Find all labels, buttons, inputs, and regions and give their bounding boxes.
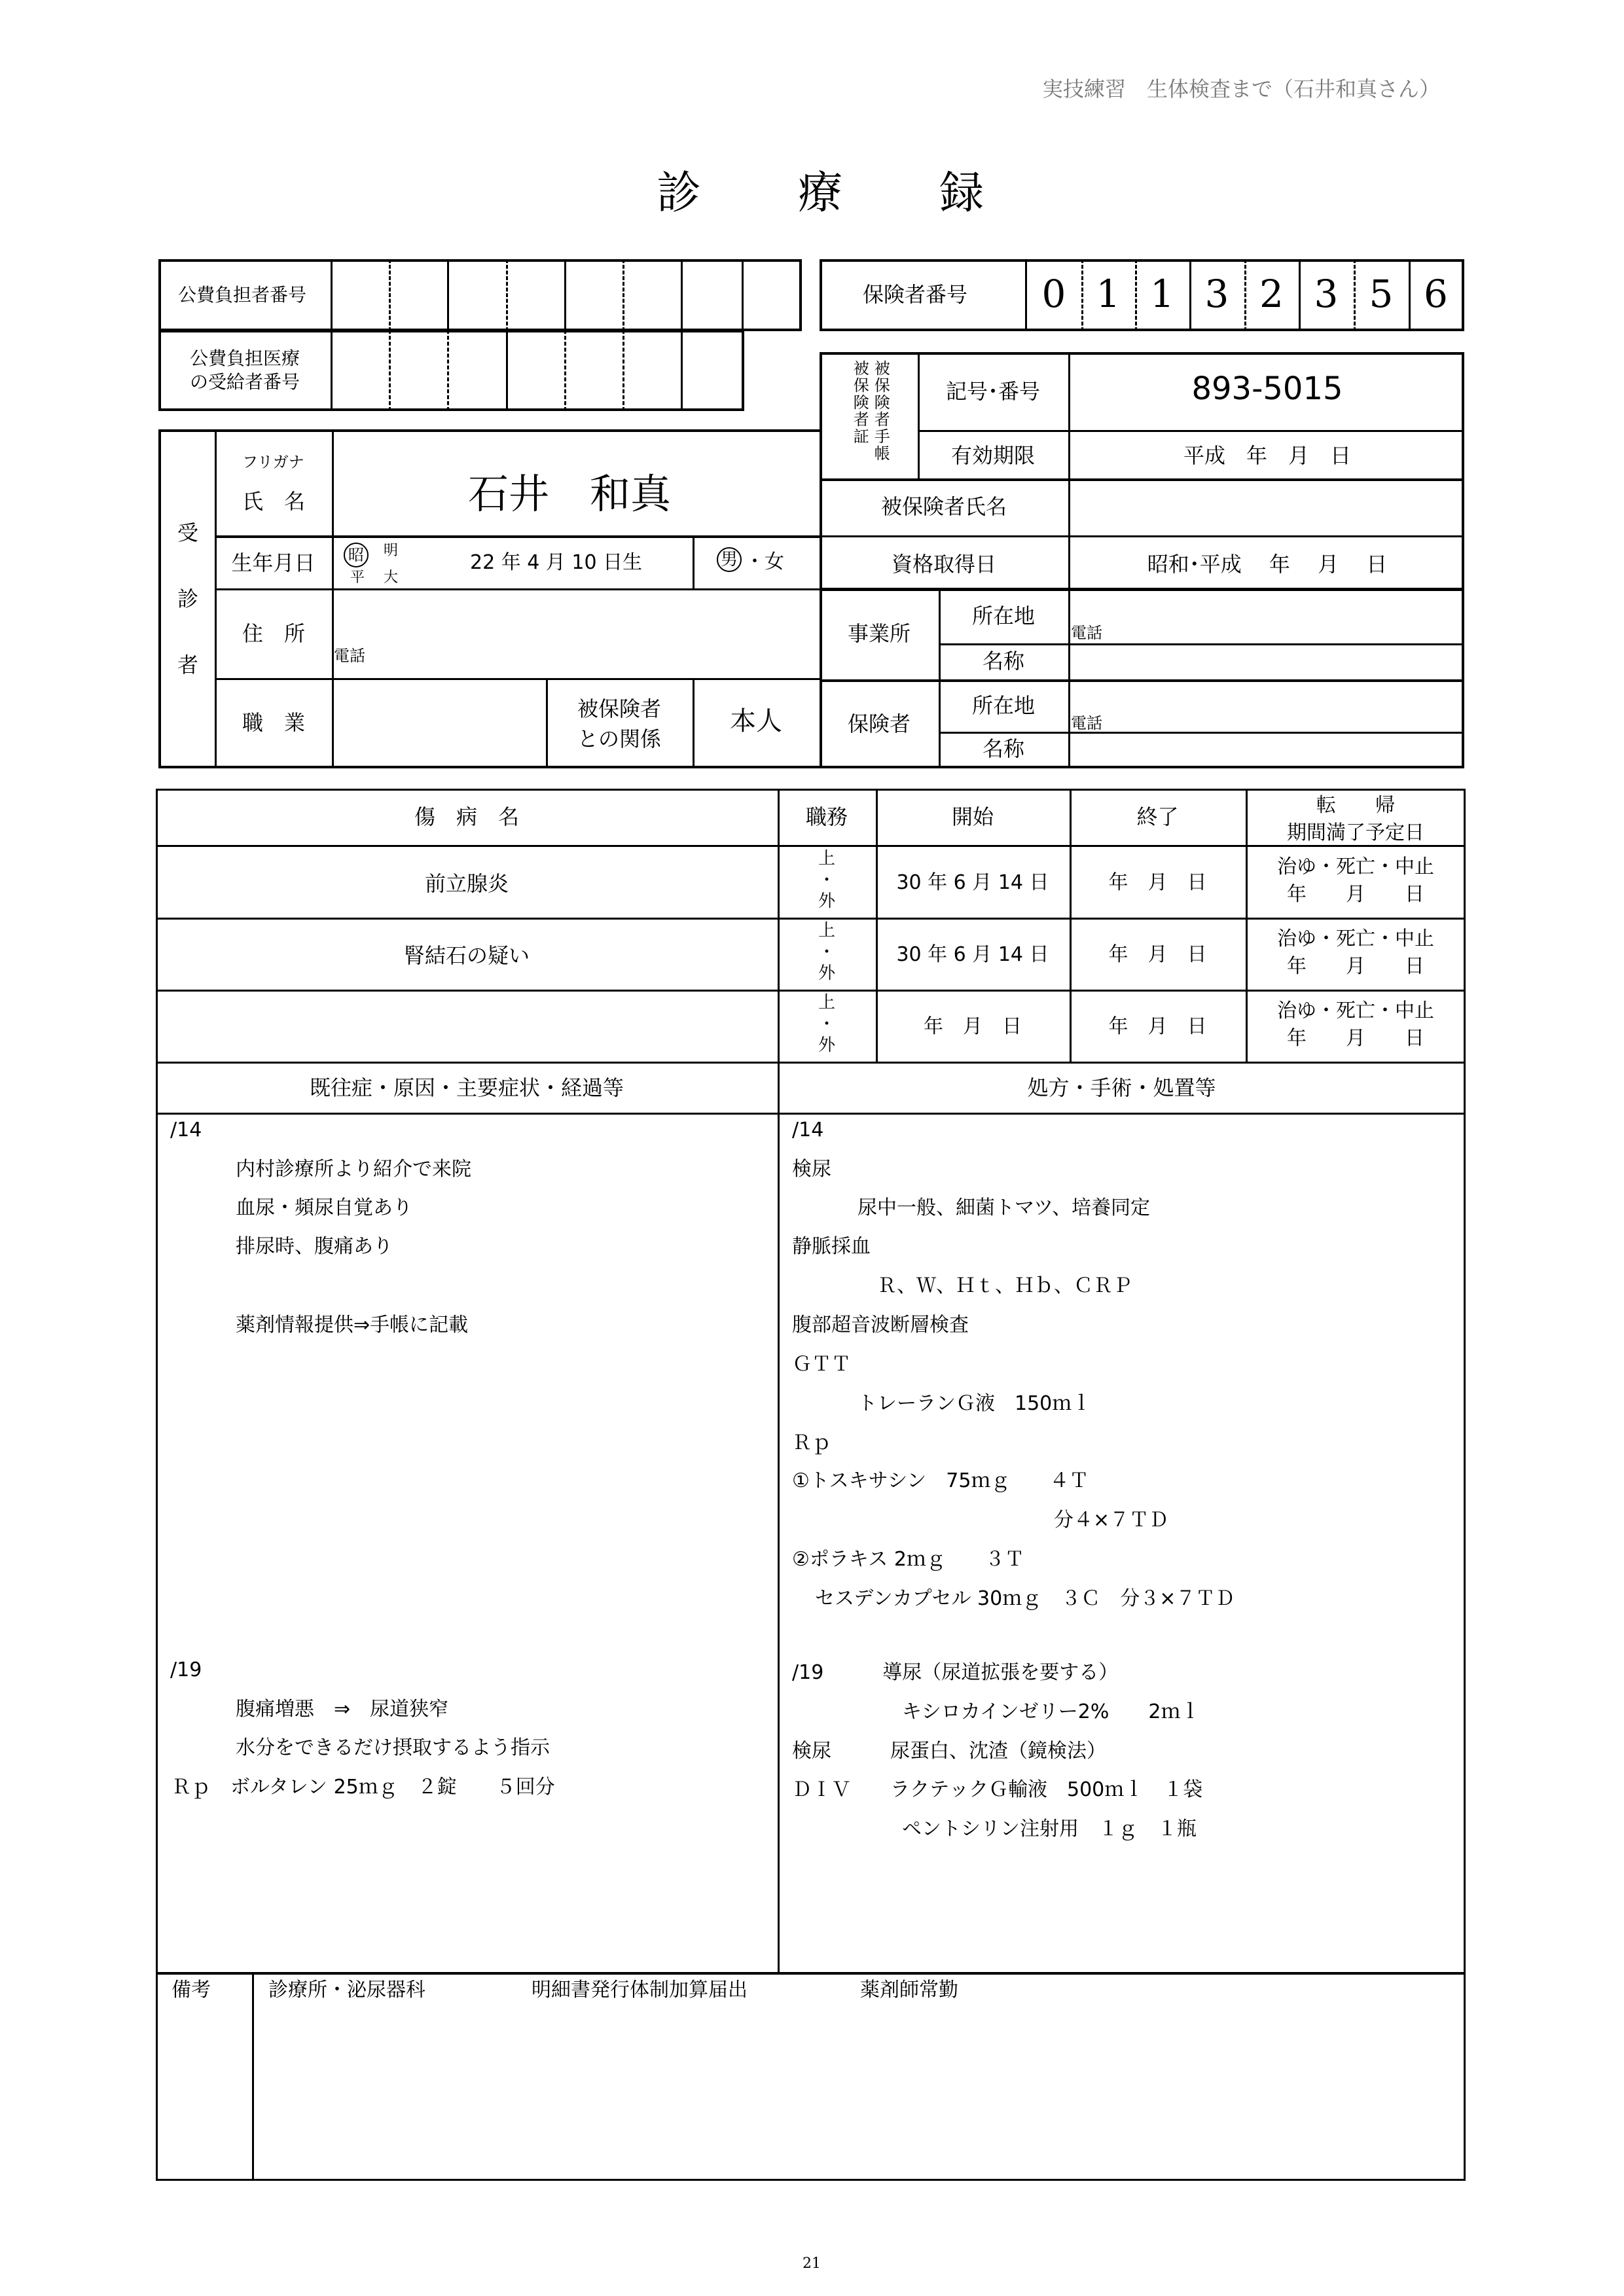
right-line: 分４×７ＴＤ: [1054, 1509, 1169, 1532]
symbol-value: 893-5015: [1191, 370, 1343, 407]
disease-row-3-duty: 上 ・ 外: [818, 993, 835, 1055]
right-line: ②ポラキス 2ｍｇ ３Ｔ: [792, 1548, 1024, 1571]
office-tel-label: 電話: [1071, 624, 1102, 642]
disease-row-1-start: 30 年 6 月 14 日: [896, 871, 1049, 894]
right-line: ＤＩＶ ラクテックＧ輸液 500ｍｌ １袋: [792, 1778, 1203, 1801]
insured-name-label: 被保険者氏名: [880, 494, 1007, 519]
disease-header-duty: 職務: [805, 804, 848, 829]
address-label: 住 所: [242, 621, 306, 646]
disease-row-1-end: 年 月 日: [1108, 871, 1207, 894]
job-label: 職 業: [242, 710, 306, 735]
era-heisei: 平: [350, 569, 365, 586]
insurer-digit: 0: [1041, 272, 1066, 316]
records-left-header: 既往症・原因・主要症状・経過等: [309, 1075, 624, 1100]
era-taisho: 大: [384, 569, 399, 586]
right-line: /19 導尿（尿道拡張を要する）: [792, 1661, 1119, 1684]
era-meiji: 明: [384, 543, 399, 559]
era-showa-circled: 昭: [344, 543, 369, 567]
disease-row-2-start: 30 年 6 月 14 日: [896, 943, 1049, 966]
disease-row-2-end: 年 月 日: [1108, 943, 1207, 966]
page-title: 診 療 録: [657, 168, 987, 219]
office-insurer-block: [820, 588, 1464, 768]
right-line: Ｒｐ: [792, 1431, 831, 1454]
right-line: 腹部超音波断層検査: [792, 1314, 969, 1336]
disease-row-3-end: 年 月 日: [1108, 1015, 1207, 1038]
left-line: /19: [170, 1659, 202, 1681]
gender-female: ・女: [745, 550, 784, 573]
right-line: 検尿 尿蛋白、沈渣（鏡検法）: [792, 1740, 1106, 1763]
header-note: 実技練習 生体検査まで（石井和真さん）: [1042, 77, 1441, 101]
insurer-digit: 6: [1424, 272, 1448, 316]
patient-side-label-2: 診: [177, 586, 199, 611]
insurer-tel-label: 電話: [1071, 714, 1102, 732]
dob-label: 生年月日: [231, 550, 316, 575]
insurer-location-label: 所在地: [971, 693, 1035, 718]
right-line: セスデンカプセル 30ｍｇ ３Ｃ 分３×７ＴＤ: [815, 1587, 1235, 1610]
public-recipient-label: 公費負担医療 の受給者番号: [189, 348, 300, 393]
right-line: ①トスキサシン 75ｍｇ ４Ｔ: [792, 1469, 1089, 1492]
disease-row-3-outcome: 治ゆ・死亡・中止 年 月 日: [1277, 999, 1434, 1050]
relation-label: 被保険者 との関係: [577, 696, 661, 752]
disease-header-name: 傷 病 名: [414, 804, 519, 829]
left-line: 水分をできるだけ摂取するよう指示: [236, 1736, 550, 1759]
gender-male-circled: 男: [717, 547, 742, 572]
symbol-label: 記号･番号: [945, 379, 1040, 404]
left-line: 薬剤情報提供⇒手帳に記載: [236, 1314, 469, 1336]
right-line: /14: [792, 1119, 824, 1141]
right-line: トレーランＧ液 150ｍｌ: [857, 1392, 1092, 1415]
furigana-label: フリガナ: [242, 453, 304, 471]
disease-row-1-outcome: 治ゆ・死亡・中止 年 月 日: [1277, 855, 1434, 906]
valid-label: 有効期限: [950, 443, 1035, 468]
disease-row-2-duty: 上 ・ 外: [818, 921, 835, 983]
left-line: Ｒｐ ボルタレン 25ｍｇ ２錠 ５回分: [171, 1776, 555, 1799]
patient-name: 石井 和真: [468, 470, 672, 518]
page-number: 21: [803, 2255, 821, 2272]
left-line: 腹痛増悪 ⇒ 尿道狭窄: [236, 1698, 449, 1721]
insurer-name-label: 名称: [982, 736, 1024, 761]
remarks-item: 薬剤師常勤: [860, 1979, 958, 2001]
remarks-label: 備考: [171, 1979, 211, 2001]
patient-side-label-3: 者: [177, 653, 199, 677]
disease-row-1-duty: 上 ・ 外: [818, 849, 835, 911]
remarks-item: 診療所・泌尿器科: [268, 1979, 425, 2001]
patient-side-label-1: 受: [177, 520, 199, 545]
records-right-header: 処方・手術・処置等: [1027, 1075, 1216, 1100]
left-line: /14: [170, 1119, 202, 1141]
disease-header-outcome: 転 帰 期間満了予定日: [1287, 794, 1424, 844]
relation-value: 本人: [730, 706, 782, 736]
disease-header-start: 開始: [951, 804, 994, 829]
insured-book-label: 被保険者手帳: [871, 360, 890, 462]
insurer-digit: 3: [1314, 272, 1339, 316]
address-tel-label: 電話: [334, 647, 365, 665]
insurer-label: 保険者: [847, 711, 911, 736]
insurer-digit: 3: [1204, 272, 1229, 316]
office-name-label: 名称: [982, 649, 1024, 673]
disease-row-2-name: 腎結石の疑い: [403, 943, 530, 968]
qualification-value: 昭和･平成 年 月 日: [1147, 552, 1388, 577]
insurer-digit: 5: [1369, 272, 1394, 316]
right-line: 尿中一般、細菌トマツ、培養同定: [857, 1196, 1150, 1219]
remarks-box: [156, 1973, 1466, 2181]
disease-row-1-name: 前立腺炎: [424, 871, 509, 896]
right-line: ペントシリン注射用 １ｇ １瓶: [902, 1818, 1197, 1840]
insurer-digit: 1: [1096, 272, 1121, 316]
left-line: 内村診療所より紹介で来院: [236, 1158, 471, 1181]
remarks-item: 明細書発行体制加算届出: [532, 1979, 748, 2001]
name-label: 氏 名: [242, 489, 306, 514]
disease-row-2-outcome: 治ゆ・死亡・中止 年 月 日: [1277, 927, 1434, 978]
right-line: Ｒ、Ｗ、Ｈｔ、Ｈｂ、ＣＲＰ: [877, 1274, 1132, 1297]
right-line: ＧＴＴ: [792, 1353, 851, 1376]
public-payer-label: 公費負担者番号: [178, 284, 307, 306]
insurer-number-label: 保険者番号: [863, 282, 968, 307]
right-line: 静脈採血: [792, 1235, 871, 1258]
office-label: 事業所: [847, 621, 911, 646]
disease-row-3-start: 年 月 日: [924, 1015, 1022, 1038]
left-line: 排尿時、腹痛あり: [236, 1235, 393, 1258]
insurer-digit: 1: [1150, 272, 1174, 316]
dob-value: 22 年 4 月 10 日生: [470, 551, 643, 574]
valid-value: 平成 年 月 日: [1183, 443, 1351, 468]
qualification-label: 資格取得日: [891, 552, 996, 577]
office-location-label: 所在地: [971, 603, 1035, 628]
insured-card-label: 被保険者証: [850, 360, 869, 445]
right-line: キシロカインゼリー2% 2ｍｌ: [902, 1700, 1200, 1723]
left-line: 血尿・頻尿自覚あり: [236, 1196, 412, 1219]
insurer-digit: 2: [1259, 272, 1284, 316]
right-line: 検尿: [792, 1158, 831, 1181]
disease-header-end: 終了: [1136, 804, 1179, 829]
